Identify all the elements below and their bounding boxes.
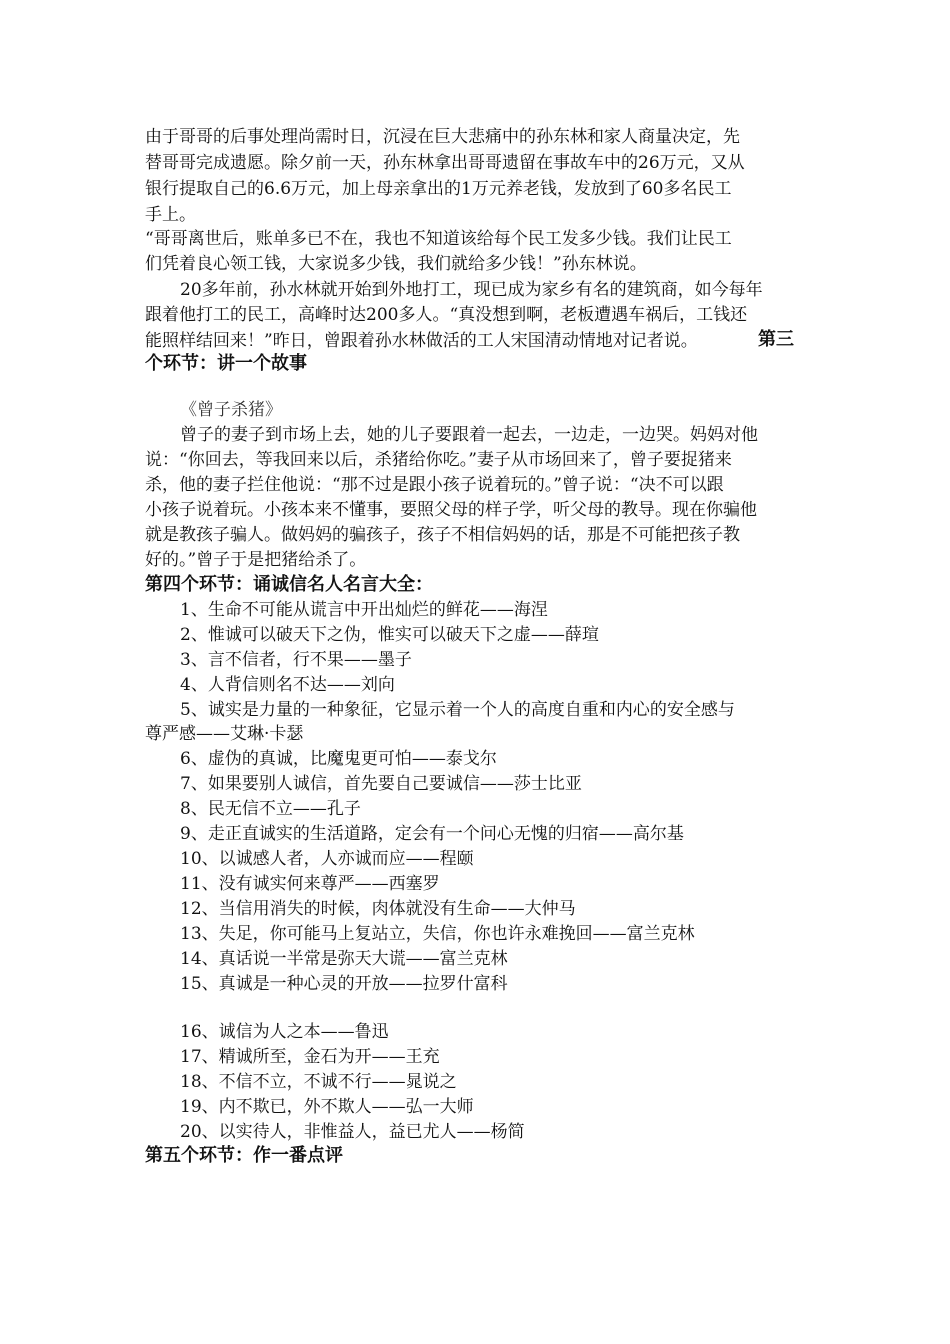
paragraph-line: 手上。	[145, 205, 196, 225]
story-line: 说：“你回去，等我回来以后，杀猪给你吃。”妻子从市场回来了，曾子要捉猪来	[145, 450, 732, 470]
quote-item: 4、人背信则名不达——刘向	[180, 675, 395, 695]
quote-item: 17、精诚所至，金石为开——王充	[180, 1047, 440, 1067]
section-heading-5: 第五个环节：作一番点评	[145, 1145, 343, 1166]
quote-item: 1、生命不可能从谎言中开出灿烂的鲜花——海涅	[180, 600, 548, 620]
quote-item: 6、虚伪的真诚，比魔鬼更可怕——泰戈尔	[180, 749, 497, 769]
quote-item: 9、走正直诚实的生活道路，定会有一个问心无愧的归宿——高尔基	[180, 824, 684, 844]
quote-item: 16、诚信为人之本——鲁迅	[180, 1022, 389, 1042]
story-line: 小孩子说着玩。小孩本来不懂事，要照父母的样子学，听父母的教导。现在你骗他	[145, 500, 757, 520]
quote-item: 19、内不欺已，外不欺人——弘一大师	[180, 1097, 474, 1117]
quote-item: 7、如果要别人诚信，首先要自己要诚信——莎士比亚	[180, 774, 582, 794]
quote-item: 2、惟诚可以破天下之伪，惟实可以破天下之虚——薛瑄	[180, 625, 599, 645]
quote-item: 8、民无信不立——孔子	[180, 799, 361, 819]
paragraph-line: 20多年前，孙水林就开始到外地打工，现已成为家乡有名的建筑商，如今每年	[180, 280, 763, 300]
section-heading-3-part1: 第三	[758, 329, 794, 350]
quote-item: 13、失足，你可能马上复站立，失信，你也许永难挽回——富兰克林	[180, 924, 695, 944]
quote-item: 12、当信用消失的时候，肉体就没有生命——大仲马	[180, 899, 576, 919]
paragraph-line: 银行提取自己的6.6万元，加上母亲拿出的1万元养老钱，发放到了60多名民工	[145, 179, 732, 199]
quote-item: 20、以实待人，非惟益人，益已尤人——杨简	[180, 1122, 525, 1142]
section-heading-4: 第四个环节：诵诚信名人名言大全：	[145, 574, 433, 595]
quote-item: 14、真话说一半常是弥天大谎——富兰克林	[180, 949, 508, 969]
paragraph-line: 们凭着良心领工钱，大家说多少钱，我们就给多少钱！”孙东林说。	[145, 254, 647, 274]
paragraph-line: 能照样结回来！”昨日，曾跟着孙水林做活的工人宋国清动情地对记者说。	[145, 331, 698, 351]
story-line: 就是教孩子骗人。做妈妈的骗孩子，孩子不相信妈妈的话，那是不可能把孩子教	[145, 525, 740, 545]
story-line: 杀，他的妻子拦住他说：“那不过是跟小孩子说着玩的。”曾子说：“决不可以跟	[145, 475, 724, 495]
section-heading-3: 个环节：讲一个故事	[145, 353, 307, 374]
paragraph-line: “哥哥离世后，账单多已不在，我也不知道该给每个民工发多少钱。我们让民工	[145, 229, 732, 249]
quote-item: 15、真诚是一种心灵的开放——拉罗什富科	[180, 974, 508, 994]
quote-item: 18、不信不立，不诚不行——晁说之	[180, 1072, 457, 1092]
paragraph-line: 由于哥哥的后事处理尚需时日，沉浸在巨大悲痛中的孙东林和家人商量决定，先	[145, 127, 740, 147]
quote-item-continued: 尊严感——艾琳·卡瑟	[145, 724, 304, 744]
quote-item: 5、诚实是力量的一种象征，它显示着一个人的高度自重和内心的安全感与	[180, 700, 735, 720]
story-line: 曾子的妻子到市场上去，她的儿子要跟着一起去，一边走，一边哭。妈妈对他	[180, 425, 758, 445]
paragraph-line: 替哥哥完成遗愿。除夕前一天，孙东林拿出哥哥遗留在事故车中的26万元，又从	[145, 153, 745, 173]
quote-item: 3、言不信者，行不果——墨子	[180, 650, 412, 670]
story-line: 好的。”曾子于是把猪给杀了。	[145, 550, 367, 570]
quote-item: 10、以诚感人者，人亦诚而应——程颐	[180, 849, 474, 869]
story-title: 《曾子杀猪》	[180, 400, 282, 420]
quote-item: 11、没有诚实何来尊严——西塞罗	[180, 874, 440, 894]
paragraph-line: 跟着他打工的民工，高峰时达200多人。“真没想到啊，老板遭遇车祸后，工钱还	[145, 305, 748, 325]
